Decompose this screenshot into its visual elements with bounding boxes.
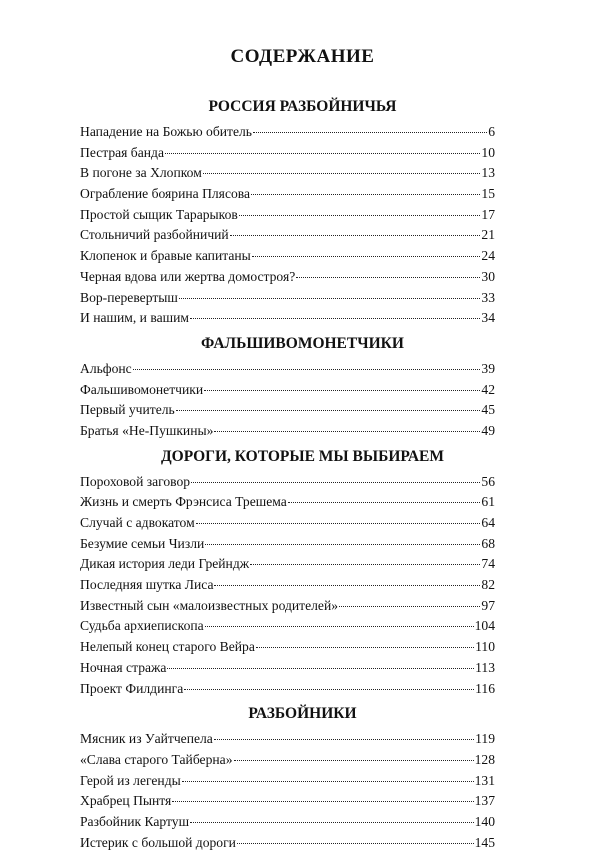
- dot-leader: [184, 689, 474, 690]
- toc-entry-page: 137: [474, 793, 495, 809]
- dot-leader: [205, 626, 474, 627]
- toc-entry-page: 97: [481, 597, 495, 613]
- toc-entry-page: 104: [474, 618, 495, 634]
- dot-leader: [203, 173, 481, 174]
- toc-entry: [80, 596, 495, 617]
- dot-leader: [165, 153, 480, 154]
- toc-entry-title: И нашим, и вашим: [80, 310, 189, 326]
- dot-leader: [190, 318, 480, 319]
- toc-entry-title: Жизнь и смерть Фрэнсиса Трешема: [80, 494, 287, 510]
- dot-leader: [251, 194, 480, 195]
- toc-entry-title: Альфонс: [80, 360, 132, 376]
- toc-entry-title: Герой из легенды: [80, 772, 181, 788]
- toc-entry-page: 110: [475, 639, 495, 655]
- toc-entry-page: 68: [481, 535, 495, 551]
- dot-leader: [296, 277, 480, 278]
- toc-entry-page: 82: [481, 577, 495, 593]
- toc-entry: [80, 288, 495, 309]
- toc-entry: [80, 421, 495, 442]
- dot-leader: [191, 482, 480, 483]
- toc-entry: [80, 308, 495, 329]
- toc-entry-page: 39: [481, 360, 495, 376]
- toc-entry-title: В погоне за Хлопком: [80, 165, 202, 181]
- dot-leader: [133, 369, 481, 370]
- toc-entry-page: 6: [488, 124, 495, 139]
- toc-section: [80, 92, 495, 329]
- dot-leader: [237, 843, 474, 844]
- toc-entry: [80, 163, 495, 184]
- toc-entry-page: 17: [481, 206, 495, 222]
- toc-entry-page: 61: [481, 494, 495, 510]
- dot-leader: [230, 235, 481, 236]
- toc-entry: [80, 616, 495, 637]
- toc-entry-title: Последняя шутка Лиса: [80, 577, 214, 593]
- section-title: РАЗБОЙНИКИ: [248, 705, 357, 723]
- dot-leader: [176, 410, 481, 411]
- toc-entry: [80, 729, 495, 750]
- toc-entry-page: 13: [481, 165, 495, 181]
- toc-entry: [80, 143, 495, 164]
- toc-entry: [80, 513, 495, 534]
- toc-entry: [80, 637, 495, 658]
- toc-entry-title: Случай с адвокатом: [80, 515, 195, 530]
- toc-sections: [80, 92, 495, 853]
- toc-entry-title: Нападение на Божью обитель: [80, 124, 252, 139]
- dot-leader: [288, 502, 481, 503]
- dot-leader: [182, 781, 474, 782]
- dot-leader: [196, 523, 481, 524]
- toc-entry-title: Черная вдова или жертва домостроя?: [80, 268, 296, 284]
- dot-leader: [250, 564, 480, 565]
- toc-entry-title: Пестрая банда: [80, 144, 164, 160]
- toc-entry-page: 56: [481, 473, 495, 489]
- toc-entry-title: Мясник из Уайтчепела: [80, 731, 213, 747]
- toc-entry-page: 128: [474, 751, 495, 767]
- toc-entry: [80, 554, 495, 575]
- toc-entry: [80, 225, 495, 246]
- toc-entry: [80, 184, 495, 205]
- toc-entry-page: 21: [481, 227, 495, 243]
- toc-entry: [80, 205, 495, 226]
- toc-entry-page: 15: [481, 186, 495, 202]
- toc-entry-page: 116: [475, 680, 495, 696]
- dot-leader: [339, 606, 480, 607]
- dot-leader: [205, 544, 480, 545]
- toc-entry-title: Ночная стража: [80, 659, 167, 675]
- toc-entry: [80, 575, 495, 596]
- toc-entry-page: 145: [474, 834, 495, 850]
- toc-entry-page: 140: [474, 813, 495, 829]
- dot-leader: [167, 668, 474, 669]
- toc-entry: [80, 791, 495, 812]
- toc-entry: [80, 492, 495, 513]
- dot-leader: [214, 739, 474, 740]
- dot-leader: [190, 822, 474, 823]
- toc-entry-page: 34: [481, 310, 495, 326]
- toc-entry-page: 10: [481, 144, 495, 160]
- toc-entry-page: 119: [475, 731, 495, 747]
- toc-entry-page: 49: [481, 422, 495, 438]
- toc-entry-page: 74: [481, 556, 495, 572]
- toc-entry-title: Безумие семьи Чизли: [80, 535, 205, 551]
- toc-entry-title: Проект Филдинга: [80, 680, 184, 696]
- toc-entry-title: «Слава старого Тайберна»: [80, 751, 233, 767]
- toc-entry-title: Пороховой заговор: [80, 473, 191, 489]
- dot-leader: [234, 760, 474, 761]
- toc-entry-title: Простой сыщик Тарарыков: [80, 206, 238, 222]
- toc-entry: [80, 812, 495, 833]
- section-title: РОССИЯ РАЗБОЙНИЧЬЯ: [208, 98, 397, 115]
- toc-entry-title: Известный сын «малоизвестных родителей»: [80, 597, 339, 613]
- section-title: ФАЛЬШИВОМОНЕТЧИКИ: [201, 334, 404, 352]
- toc-section: [80, 329, 495, 442]
- toc-entry-title: Братья «Не-Пушкины»: [80, 422, 214, 438]
- toc-entry: [80, 122, 495, 143]
- toc-entry: [80, 380, 495, 401]
- toc-entry: [80, 658, 495, 679]
- toc-entry-title: Нелепый конец старого Вейра: [80, 639, 255, 655]
- toc-entry-title: Разбойник Картуш: [80, 813, 190, 829]
- toc-entry-title: Судьба архиепископа: [80, 618, 204, 634]
- toc-entry-title: Клопенок и бравые капитаны: [80, 248, 251, 264]
- toc-entry-page: 131: [474, 772, 495, 788]
- toc-entry-page: 113: [475, 659, 495, 675]
- dot-leader: [204, 390, 480, 391]
- toc-entry-title: Вор-перевертыш: [80, 289, 178, 305]
- toc-entry-title: Фальшивомонетчики: [80, 381, 204, 397]
- toc-entry: [80, 246, 495, 267]
- toc-entry-page: 42: [481, 381, 495, 397]
- toc-entry-page: 33: [481, 289, 495, 305]
- toc-entry: [80, 472, 495, 493]
- toc-section: [80, 699, 495, 853]
- page-title: СОДЕРЖАНИЕ: [230, 46, 375, 67]
- dot-leader: [214, 585, 480, 586]
- dot-leader: [239, 215, 481, 216]
- toc-entry-page: 64: [481, 515, 495, 530]
- toc-entry: [80, 750, 495, 771]
- dot-leader: [172, 801, 473, 802]
- toc-section: [80, 442, 495, 700]
- toc-entry: [80, 400, 495, 421]
- dot-leader: [252, 256, 481, 257]
- toc-entry-title: Дикая история леди Грейндж: [80, 556, 250, 572]
- toc-entry: [80, 359, 495, 380]
- toc-entry-title: Первый учитель: [80, 402, 175, 418]
- toc-entry-title: Стольничий разбойничий: [80, 227, 229, 243]
- toc-entry-page: 24: [481, 248, 495, 264]
- toc-entry-title: Ограбление боярина Плясова: [80, 186, 251, 202]
- section-title: ДОРОГИ, КОТОРЫЕ МЫ ВЫБИРАЕМ: [160, 447, 445, 465]
- toc-entry: [80, 679, 495, 700]
- toc-entry: [80, 833, 495, 853]
- toc-entry: [80, 534, 495, 555]
- dot-leader: [214, 431, 480, 432]
- toc-entry: [80, 267, 495, 288]
- toc-entry: [80, 771, 495, 792]
- dot-leader: [179, 298, 481, 299]
- dot-leader: [253, 132, 487, 133]
- toc-entry-page: 30: [481, 268, 495, 284]
- toc-entry-title: Истерик с большой дороги: [80, 834, 236, 850]
- toc-entry-page: 45: [481, 402, 495, 418]
- dot-leader: [256, 647, 474, 648]
- toc-entry-title: Храбрец Пынтя: [80, 793, 172, 809]
